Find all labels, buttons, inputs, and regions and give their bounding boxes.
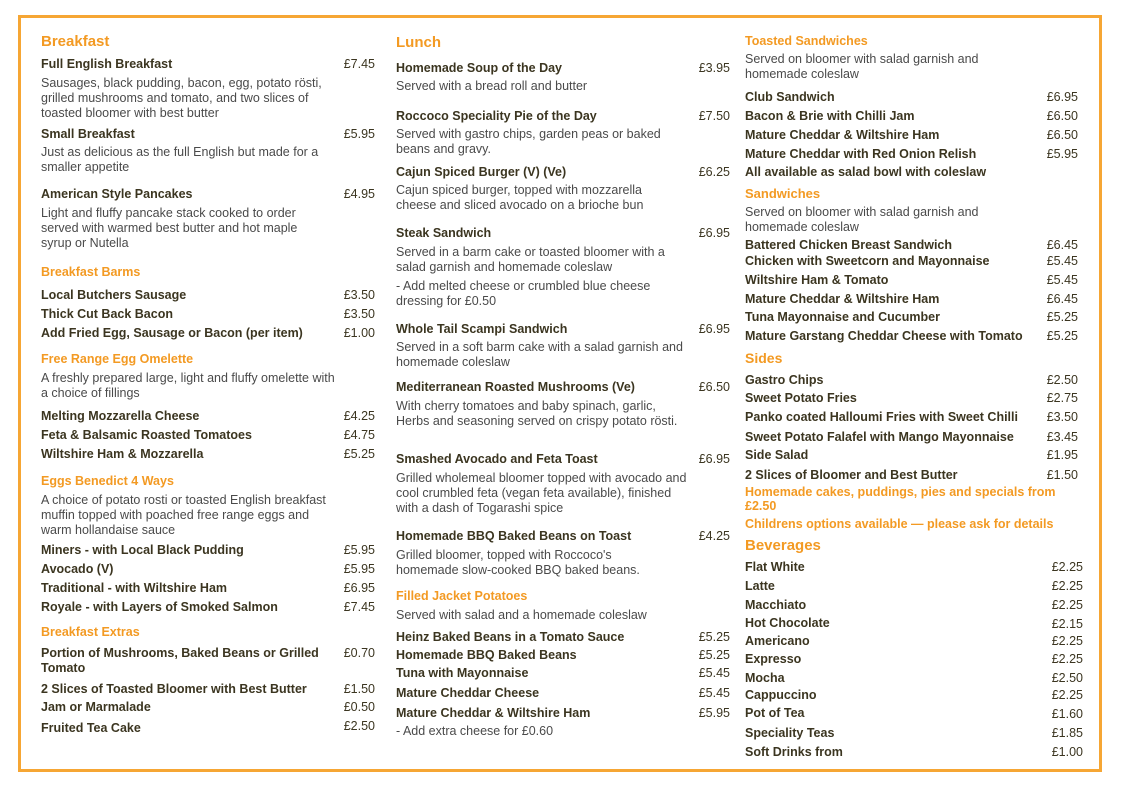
menu-item-price: £5.25 (698, 648, 730, 662)
menu-item-price: £6.50 (1046, 109, 1078, 123)
menu-item-name: Homemade BBQ Baked Beans on Toast (396, 529, 632, 543)
section-desc: Served with salad and a homemade coleslaw (396, 608, 647, 622)
menu-item-price: £5.95 (1046, 147, 1078, 161)
menu-item-desc: Served with gastro chips, garden peas or baked beans and gravy. (396, 127, 661, 156)
menu-item-name: Traditional - with Wiltshire Ham (41, 581, 228, 595)
menu-item-price: £5.45 (698, 686, 730, 700)
menu-item-name: Panko coated Halloumi Fries with Sweet Chilli (745, 410, 1018, 424)
menu-item-price: £5.25 (1046, 329, 1078, 343)
menu-item-name: Avocado (V) (41, 562, 114, 576)
specials-note: Homemade cakes, puddings, pies and specials from £2.50 (745, 485, 1056, 513)
menu-item-name: Mature Cheddar Cheese (396, 686, 540, 700)
menu-item-name: Local Butchers Sausage (41, 288, 187, 302)
menu-item-price: £4.75 (343, 428, 375, 442)
menu-item-name: Bacon & Brie with Chilli Jam (745, 109, 915, 123)
menu-item-name: Portion of Mushrooms, Baked Beans or Grilled (41, 646, 319, 660)
menu-item-price: £1.00 (343, 326, 375, 340)
menu-item-price: £2.25 (1051, 579, 1083, 593)
menu-item-price: £7.50 (698, 109, 730, 123)
menu-item-name-cont: Tomato (41, 661, 86, 675)
menu-item-price: £4.25 (698, 529, 730, 543)
menu-item-price: £6.95 (698, 226, 730, 240)
menu-item-price: £4.25 (343, 409, 375, 423)
menu-item-price: £2.75 (1046, 391, 1078, 405)
menu-item-name: Miners - with Local Black Pudding (41, 543, 244, 557)
section-heading-sandwiches: Sandwiches (745, 186, 821, 201)
section-desc: A freshly prepared large, light and fluffy omelette with a choice of fillings (41, 371, 335, 400)
menu-item-desc: Cajun spiced burger, topped with mozzarella cheese and sliced avocado on a brioche bun (396, 183, 644, 212)
menu-item-name: Mediterranean Roasted Mushrooms (Ve) (396, 380, 635, 394)
menu-item-name: Whole Tail Scampi Sandwich (396, 322, 568, 336)
menu-item-name: Smashed Avocado and Feta Toast (396, 452, 598, 466)
menu-item-name: Steak Sandwich (396, 226, 492, 240)
sides-heading: Sides (745, 350, 783, 366)
menu-item-price: £2.25 (1051, 634, 1083, 648)
menu-item-price: £3.50 (1046, 410, 1078, 424)
menu-item-name: Flat White (745, 560, 805, 574)
menu-item-desc: Served in a soft barm cake with a salad garnish and homemade coleslaw (396, 340, 683, 369)
menu-item-price: £2.25 (1051, 598, 1083, 612)
menu-item-price: £5.25 (343, 447, 375, 461)
menu-item-name: Melting Mozzarella Cheese (41, 409, 200, 423)
menu-item-price: £5.45 (1046, 254, 1078, 268)
menu-item-price: £3.95 (698, 61, 730, 75)
menu-item-desc: Served in a barm cake or toasted bloomer with a salad garnish and homemade coleslaw (396, 245, 665, 274)
menu-item-name: Sweet Potato Falafel with Mango Mayonnaise (745, 430, 1014, 444)
menu-item-name: Homemade Soup of the Day (396, 61, 562, 75)
menu-item-price: £5.25 (1046, 310, 1078, 324)
menu-item-price: £6.50 (1046, 128, 1078, 142)
menu-item-name: Hot Chocolate (745, 616, 830, 630)
menu-item-name: American Style Pancakes (41, 187, 193, 201)
menu-item-name: Speciality Teas (745, 726, 835, 740)
menu-item-price: £5.45 (698, 666, 730, 680)
menu-item-name: Mature Cheddar & Wiltshire Ham (745, 128, 940, 142)
menu-item-name: Macchiato (745, 598, 807, 612)
menu-item-name: Homemade BBQ Baked Beans (396, 648, 577, 662)
menu-item-name: Soft Drinks from (745, 745, 843, 759)
menu-item-name: Add Fried Egg, Sausage or Bacon (per item) (41, 326, 303, 340)
menu-item-name: Pot of Tea (745, 706, 805, 720)
menu-item-price: £4.95 (343, 187, 375, 201)
menu-item-price: £6.45 (1046, 238, 1078, 252)
menu-item-price: £3.50 (343, 307, 375, 321)
menu-item-price: £6.95 (343, 581, 375, 595)
menu-item-price: £2.25 (1051, 688, 1083, 702)
menu-item-name: Cajun Spiced Burger (V) (Ve) (396, 165, 567, 179)
menu-item-name: Roccoco Speciality Pie of the Day (396, 109, 597, 123)
menu-item-name: Tuna with Mayonnaise (396, 666, 529, 680)
menu-item-price: £1.00 (1051, 745, 1083, 759)
menu-item-desc: Grilled bloomer, topped with Roccoco's homemade slow-cooked BBQ baked beans. (396, 548, 640, 577)
section-heading-benedict: Eggs Benedict 4 Ways (41, 474, 174, 488)
section-heading-toasted: Toasted Sandwiches (745, 34, 868, 48)
menu-item-name: Latte (745, 579, 775, 593)
menu-item-price: £1.95 (1046, 448, 1078, 462)
menu-item-price: £2.15 (1051, 617, 1083, 631)
menu-item-name: Full English Breakfast (41, 57, 173, 71)
menu-item-name: Gastro Chips (745, 373, 824, 387)
menu-item-price: £6.95 (1046, 90, 1078, 104)
menu-item-addon: - Add melted cheese or crumbled blue cheese dressing for £0.50 (396, 279, 651, 308)
menu-item-price: £5.95 (343, 562, 375, 576)
menu-item-name: Small Breakfast (41, 127, 135, 141)
menu-item-name: Cappuccino (745, 688, 817, 702)
childrens-note: Childrens options available — please ask for details (745, 517, 1054, 531)
menu-item-price: £5.95 (698, 706, 730, 720)
menu-item-name: Battered Chicken Breast Sandwich (745, 238, 953, 252)
menu-item-desc: Served with a bread roll and butter (396, 79, 588, 93)
menu-item-name: Wiltshire Ham & Tomato (745, 273, 889, 287)
menu-item-name: Royale - with Layers of Smoked Salmon (41, 600, 278, 614)
menu-item-price: £5.25 (698, 630, 730, 644)
section-heading-barms: Breakfast Barms (41, 265, 141, 279)
menu-item-price: £3.50 (343, 288, 375, 302)
menu-item-name: Side Salad (745, 448, 809, 462)
menu-item-name: Expresso (745, 652, 802, 666)
menu-item-name: Sweet Potato Fries (745, 391, 857, 405)
menu-item-name: Mocha (745, 671, 785, 685)
menu-item-name: Mature Cheddar with Red Onion Relish (745, 147, 977, 161)
menu-item-price: £6.45 (1046, 292, 1078, 306)
menu-item-price: £1.50 (343, 682, 375, 696)
menu-item-desc: Light and fluffy pancake stack cooked to order served with warmed best butter and hot maple syrup or Nutella (41, 206, 298, 250)
menu-item-price: £7.45 (343, 600, 375, 614)
menu-item-desc: Just as delicious as the full English but made for a smaller appetite (41, 145, 319, 174)
menu-item-name: Feta & Balsamic Roasted Tomatoes (41, 428, 252, 442)
menu-item-price: £2.50 (1051, 671, 1083, 685)
menu-item-desc: Sausages, black pudding, bacon, egg, potato rösti, grilled mushrooms and tomato, and two slices of toasted bloomer with best butter (41, 76, 322, 120)
menu-item-name: 2 Slices of Toasted Bloomer with Best Butter (41, 682, 307, 696)
menu-item-name: 2 Slices of Bloomer and Best Butter (745, 468, 958, 482)
menu-item-price: £2.25 (1051, 560, 1083, 574)
section-heading-jacket: Filled Jacket Potatoes (396, 589, 528, 603)
menu-item-price: £1.50 (1046, 468, 1078, 482)
menu-item-price: £1.85 (1051, 726, 1083, 740)
menu-item-name: Mature Garstang Cheddar Cheese with Tomato (745, 329, 1023, 343)
menu-item-name: Jam or Marmalade (41, 700, 151, 714)
menu-item-price: £2.25 (1051, 652, 1083, 666)
breakfast-heading: Breakfast (41, 33, 110, 50)
menu-item-price: £6.50 (698, 380, 730, 394)
section-heading-omelette: Free Range Egg Omelette (41, 352, 194, 366)
section-desc: A choice of potato rosti or toasted English breakfast muffin topped with poached free range eggs and warm hollandaise sauce (41, 493, 326, 537)
section-desc: Served on bloomer with salad garnish and homemade coleslaw (745, 52, 979, 81)
menu-item-price: £1.60 (1051, 707, 1083, 721)
menu-item-name: Thick Cut Back Bacon (41, 307, 173, 321)
menu-item-name: Heinz Baked Beans in a Tomato Sauce (396, 630, 625, 644)
menu-item-price: £0.70 (343, 646, 375, 660)
menu-item-desc: Grilled wholemeal bloomer topped with avocado and cool crumbled feta (vegan feta available), finished with a dash of Togarashi spice (396, 471, 687, 515)
lunch-heading: Lunch (396, 34, 441, 51)
menu-item-price: £5.95 (343, 127, 375, 141)
menu-item-price: £5.95 (343, 543, 375, 557)
section-desc: Served on bloomer with salad garnish and homemade coleslaw (745, 205, 979, 234)
section-heading-extras: Breakfast Extras (41, 625, 140, 639)
menu-item-name: Club Sandwich (745, 90, 835, 104)
menu-item-price: £6.95 (698, 322, 730, 336)
menu-item-name: Fruited Tea Cake (41, 721, 141, 735)
salad-bowl-note: All available as salad bowl with coleslaw (745, 165, 987, 179)
menu-item-price: £7.45 (343, 57, 375, 71)
menu-item-name: Chicken with Sweetcorn and Mayonnaise (745, 254, 990, 268)
menu-item-price: £3.45 (1046, 430, 1078, 444)
menu-item-desc: With cherry tomatoes and baby spinach, garlic, Herbs and seasoning served on crispy potato rösti. (396, 399, 678, 428)
menu-item-price: £5.45 (1046, 273, 1078, 287)
menu-item-name: Mature Cheddar & Wiltshire Ham (745, 292, 940, 306)
menu-item-price: £0.50 (343, 700, 375, 714)
menu-item-price: £2.50 (343, 719, 375, 733)
menu-item-price: £6.25 (698, 165, 730, 179)
menu-item-name: Wiltshire Ham & Mozzarella (41, 447, 204, 461)
menu-item-price: £2.50 (1046, 373, 1078, 387)
menu-item-price: £6.95 (698, 452, 730, 466)
menu-item-name: Mature Cheddar & Wiltshire Ham (396, 706, 591, 720)
menu-item-name: Tuna Mayonnaise and Cucumber (745, 310, 940, 324)
beverages-heading: Beverages (745, 537, 821, 554)
menu-item-name: Americano (745, 634, 810, 648)
menu-item-addon: - Add extra cheese for £0.60 (396, 724, 554, 738)
